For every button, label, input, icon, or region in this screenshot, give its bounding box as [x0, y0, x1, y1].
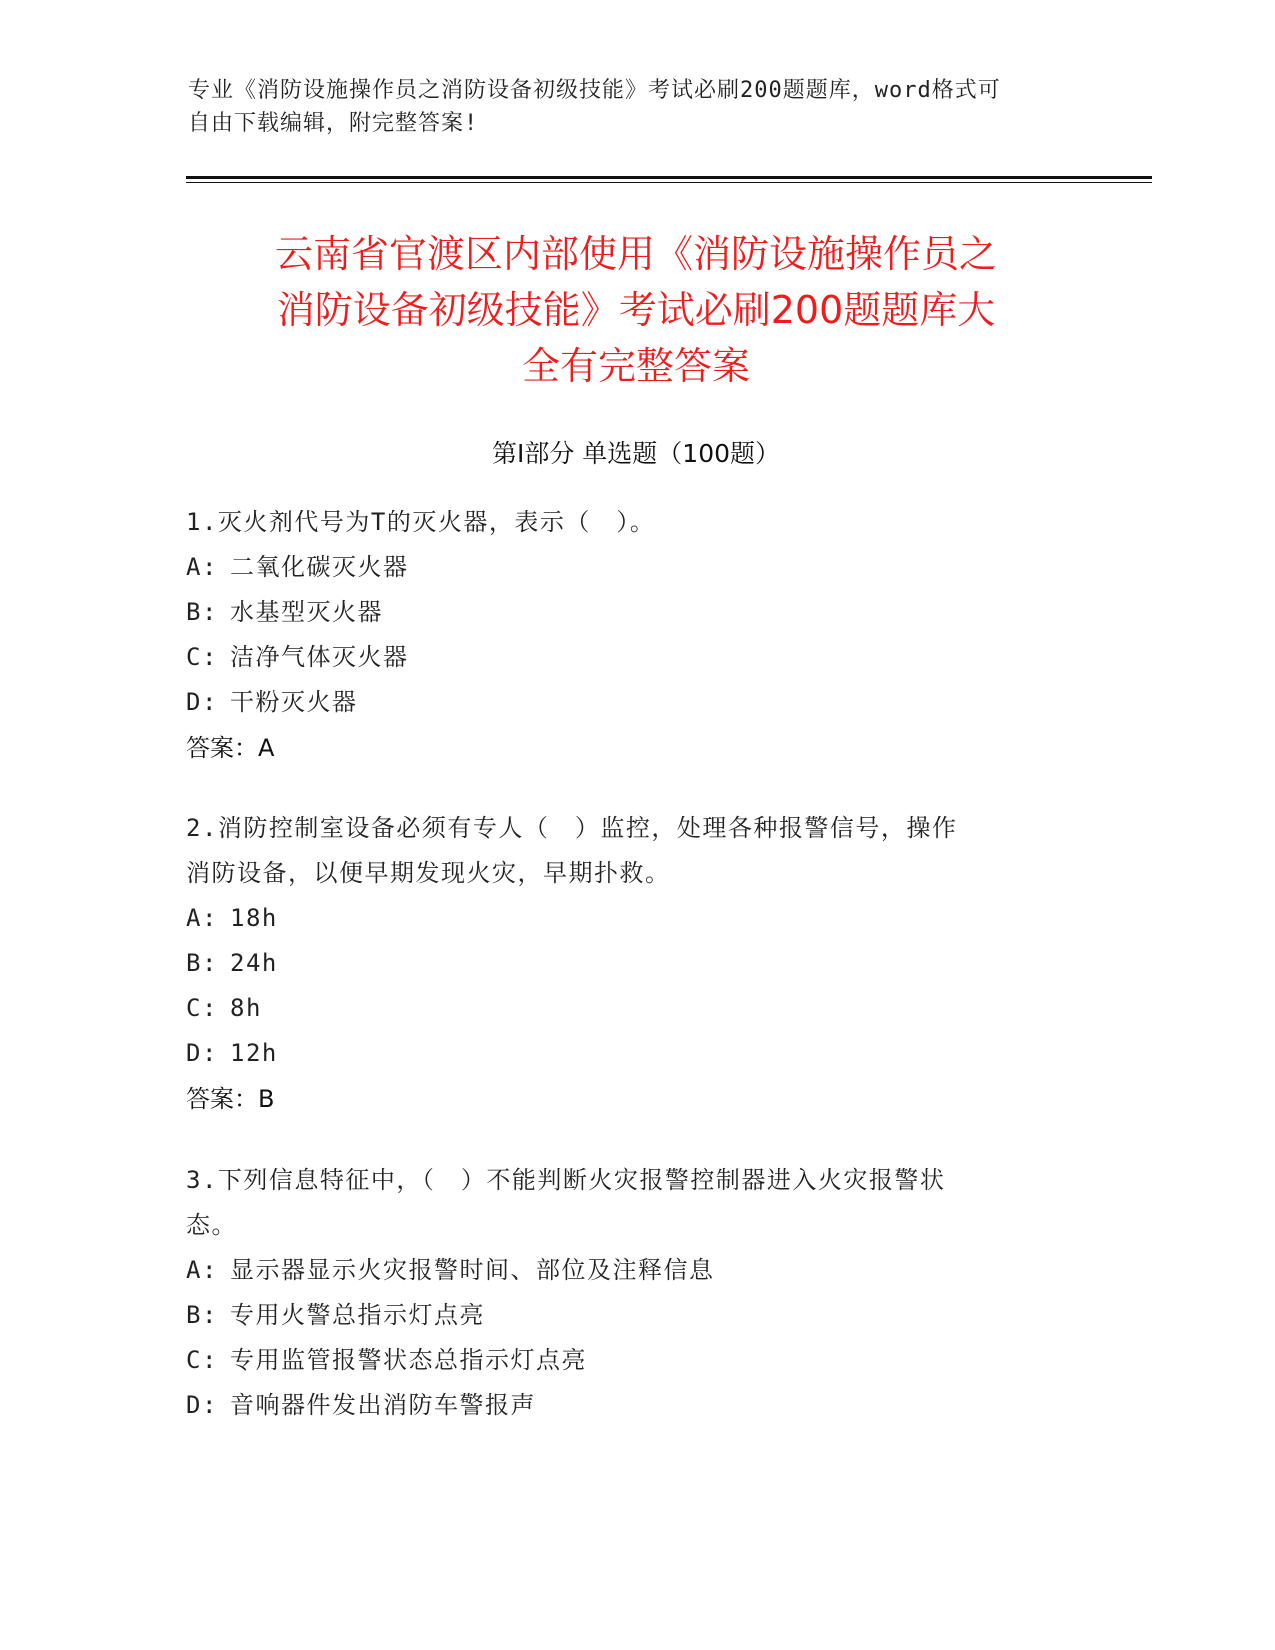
- option-letter: B:: [186, 949, 218, 977]
- option-text: 洁净气体灭火器: [230, 643, 409, 671]
- option-a: [186, 545, 1066, 590]
- option-letter: C:: [186, 994, 218, 1022]
- header-note: [188, 74, 1068, 140]
- option-text: 显示器显示火灾报警时间、部位及注释信息: [230, 1256, 715, 1284]
- option-letter: C:: [186, 643, 218, 671]
- option-text: 8h: [230, 994, 262, 1022]
- header-note-line-1: 专业《消防设施操作员之消防设备初级技能》考试必刷200题题库，word格式可: [188, 78, 1001, 103]
- option-b: [186, 941, 1066, 986]
- option-letter: C:: [186, 1346, 218, 1374]
- option-c: [186, 986, 1066, 1031]
- option-letter: D:: [186, 1391, 218, 1419]
- option-d: [186, 1383, 1066, 1428]
- option-text: 水基型灭火器: [230, 598, 383, 626]
- option-letter: A:: [186, 904, 218, 932]
- option-c: [186, 1338, 1066, 1383]
- option-text: 二氧化碳灭火器: [230, 553, 409, 581]
- option-letter: B:: [186, 1301, 218, 1329]
- option-text: 专用监管报警状态总指示灯点亮: [230, 1346, 587, 1374]
- option-letter: A:: [186, 553, 218, 581]
- answer-line: 答案：A: [186, 734, 275, 762]
- option-text: 音响器件发出消防车警报声: [230, 1391, 536, 1419]
- question-text: 1.灭火剂代号为T的灭火器，表示（ ）。: [186, 508, 656, 536]
- header-rule-thin: [186, 182, 1152, 183]
- document-title-line-3: 全有完整答案: [521, 344, 750, 388]
- option-letter: A:: [186, 1256, 218, 1284]
- question-text-continued: 消防设备，以便早期发现火灾，早期扑救。: [186, 859, 671, 887]
- question-2: [186, 806, 1066, 1122]
- option-letter: D:: [186, 1039, 218, 1067]
- option-letter: B:: [186, 598, 218, 626]
- option-a: [186, 896, 1066, 941]
- option-b: [186, 1293, 1066, 1338]
- question-text: 3.下列信息特征中，（ ）不能判断火灾报警控制器进入火灾报警状: [186, 1166, 946, 1194]
- option-d: [186, 680, 1066, 725]
- question-1: [186, 500, 1066, 771]
- option-text: 干粉灭火器: [230, 688, 358, 716]
- header-note-line-2: 自由下载编辑，附完整答案!: [188, 111, 479, 136]
- option-a: [186, 1248, 1066, 1293]
- option-b: [186, 590, 1066, 635]
- section-title: 第Ⅰ部分 单选题（100题）: [491, 439, 781, 468]
- question-3: [186, 1158, 1066, 1428]
- option-letter: D:: [186, 688, 218, 716]
- header-rule-thick: [186, 176, 1152, 179]
- question-text-continued: 态。: [186, 1211, 237, 1239]
- option-text: 12h: [230, 1039, 278, 1067]
- document-title: [186, 226, 1086, 394]
- option-text: 24h: [230, 949, 278, 977]
- option-text: 专用火警总指示灯点亮: [230, 1301, 485, 1329]
- document-title-line-1: 云南省官渡区内部使用《消防设施操作员之: [274, 232, 997, 276]
- option-c: [186, 635, 1066, 680]
- answer-line: 答案：B: [186, 1085, 275, 1113]
- option-text: 18h: [230, 904, 278, 932]
- option-d: [186, 1031, 1066, 1076]
- question-text: 2.消防控制室设备必须有专人（ ）监控，处理各种报警信号，操作: [186, 814, 958, 842]
- document-title-line-2: 消防设备初级技能》考试必刷200题题库大: [276, 288, 996, 332]
